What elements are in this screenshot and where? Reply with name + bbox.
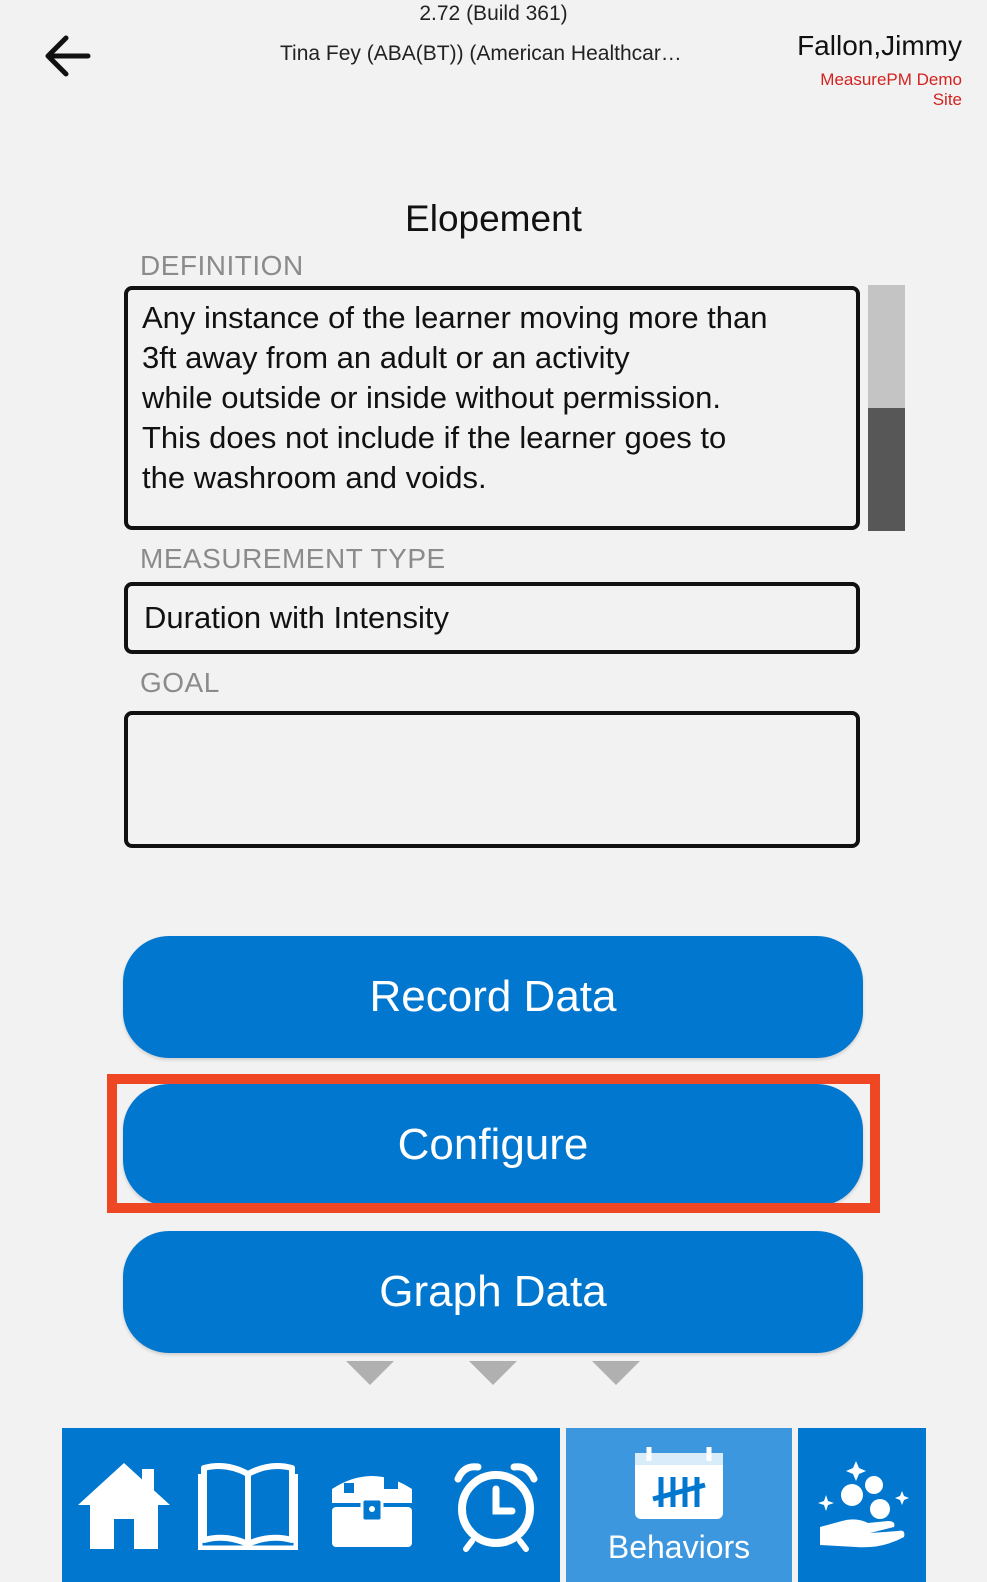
definition-line: while outside or inside without permission. [142, 380, 721, 415]
learner-name: Fallon,Jimmy [797, 30, 962, 61]
behaviors-calendar-icon [631, 1445, 727, 1523]
session-subtitle: Tina Fey (ABA(BT)) (American Healthcar… [280, 42, 682, 65]
site-name-line2: Site [932, 90, 962, 109]
home-icon [74, 1457, 174, 1553]
more-down-triangle-icon [592, 1361, 640, 1385]
nav-skills[interactable] [798, 1428, 926, 1582]
more-down-triangle-icon [346, 1361, 394, 1385]
behavior-title: Elopement [405, 198, 582, 239]
back-arrow-icon[interactable] [40, 28, 96, 84]
bottom-nav-bar [62, 1428, 926, 1582]
treasure-chest-icon [322, 1459, 422, 1551]
nav-reinforcers[interactable] [310, 1428, 434, 1582]
definition-line: This does not include if the learner goes to [142, 420, 727, 455]
site-name-line1: MeasurePM Demo [820, 70, 962, 89]
nav-behaviors[interactable] [560, 1428, 798, 1582]
definition-line: the washroom and voids. [142, 460, 487, 495]
goal-label: GOAL [140, 667, 220, 698]
measurement-type-label: MEASUREMENT TYPE [140, 543, 446, 574]
hand-sparkles-icon [812, 1455, 912, 1555]
measurement-type-field[interactable]: Duration with Intensity [124, 582, 860, 654]
nav-timers[interactable] [434, 1428, 558, 1582]
alarm-clock-icon [448, 1457, 544, 1553]
scrollbar-thumb[interactable] [868, 408, 905, 531]
record-data-button[interactable]: Record Data [123, 936, 863, 1058]
site-name [802, 70, 962, 110]
book-icon [198, 1460, 298, 1550]
definition-line: Any instance of the learner moving more than [142, 300, 768, 335]
more-down-triangle-icon [469, 1361, 517, 1385]
definition-label: DEFINITION [140, 250, 304, 281]
nav-home[interactable] [62, 1428, 186, 1582]
build-version: 2.72 (Build 361) [419, 2, 568, 25]
configure-button[interactable]: Configure [123, 1084, 863, 1206]
goal-field[interactable] [124, 711, 860, 848]
definition-scrollbar[interactable] [868, 285, 905, 531]
definition-textarea[interactable] [124, 286, 860, 530]
graph-data-button[interactable]: Graph Data [123, 1231, 863, 1353]
definition-line: 3ft away from an adult or an activity [142, 340, 630, 375]
configure-highlight-box [107, 1074, 880, 1213]
nav-programs[interactable] [186, 1428, 310, 1582]
nav-behaviors-label: Behaviors [607, 1528, 751, 1565]
